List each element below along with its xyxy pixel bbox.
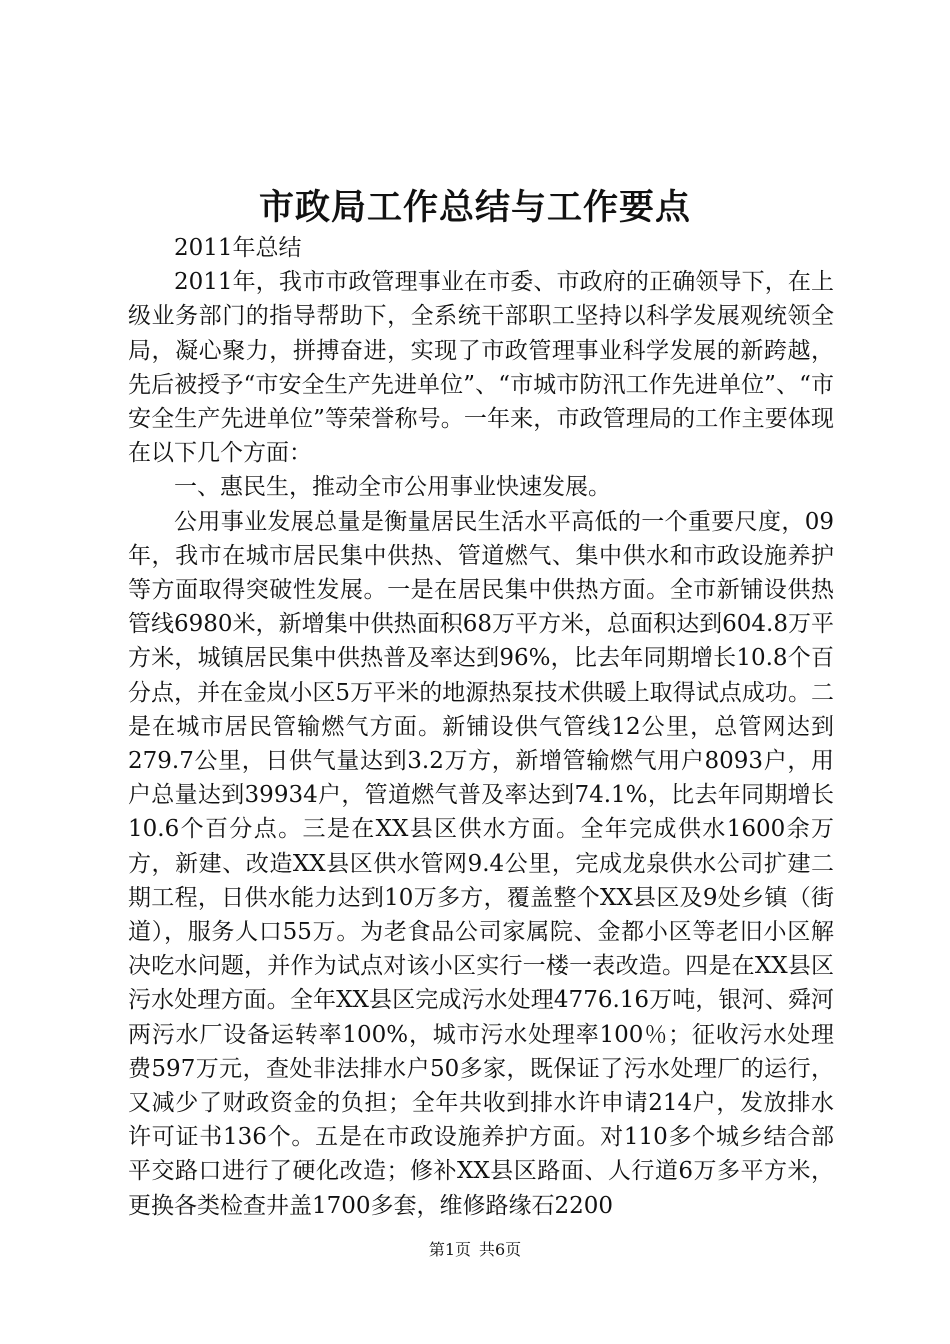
section-heading-summary: 2011年总结 xyxy=(174,235,302,261)
page-number: 第1页 xyxy=(428,1240,471,1259)
page-total: 共6页 xyxy=(479,1240,522,1259)
page-footer xyxy=(0,1239,950,1261)
section-heading-livelihood: 一、惠民生，推动全市公用事业快速发展。 xyxy=(174,474,611,501)
document-body xyxy=(128,231,834,1223)
utilities-paragraph: 公用事业发展总量是衡量居民生活水平高低的一个重要尺度，09年，我市在城市居民集中供热、管道燃气、集中供水和市政设施养护等方面取得突破性发展。一是在居民集中供热方面。全市新铺设供热管线6980米，新增集中供热面积68万平方米，总面积达到604.8万平方米，城镇居民集中供热普及率达到96%，比去年同期增长10.8个百分点，并在金岚小区5万平米的地源热泵技术供暖上取得试点成功。二是在城市居民管输燃气方面。新铺设供气管线12公里，总管网达到279.7公里，日供气量达到3.2万方，新增管输燃气用户8093户，用户总量达到39934户，管道燃气普及率达到74.1%，比去年同期增长10.6个百分点。三是在XX县区供水方面。全年完成供水1600余万方，新建、改造XX县区供水管网9.4公里，完成龙泉供水公司扩建二期工程，日供水能力达到10万多方，覆盖整个XX县区及9处乡镇（街道），服务人口55万。为老食品公司家属院、金都小区等老旧小区解决吃水问题，并作为试点对该小区实行一楼一表改造。四是在XX县区污水处理方面。全年XX县区完成污水处理4776.16万吨，银河、舜河两污水厂设备运转率100%，城市污水处理率100％；征收污水处理费597万元，查处非法排水户50多家，既保证了污水处理厂的运行，又减少了财政资金的负担；全年共收到排水许申请214户，发放排水许可证书136个。五是在市政设施养护方面。对110多个城乡结合部平交路口进行了硬化改造；修补XX县区路面、人行道6万多平方米，更换各类检查井盖1700多套，维修路缘石2200 xyxy=(128,508,834,1219)
intro-paragraph: 2011年，我市市政管理事业在市委、市政府的正确领导下，在上级业务部门的指导帮助下，全系统干部职工坚持以科学发展观统领全局，凝心聚力，拼搏奋进，实现了市政管理事业科学发展的新跨越，先后被授予“市安全生产先进单位”、“市城市防汛工作先进单位”、“市安全生产先进单位”等荣誉称号。一年来，市政管理局的工作主要体现在以下几个方面： xyxy=(128,269,834,467)
page-title: 市政局工作总结与工作要点 xyxy=(258,187,691,228)
